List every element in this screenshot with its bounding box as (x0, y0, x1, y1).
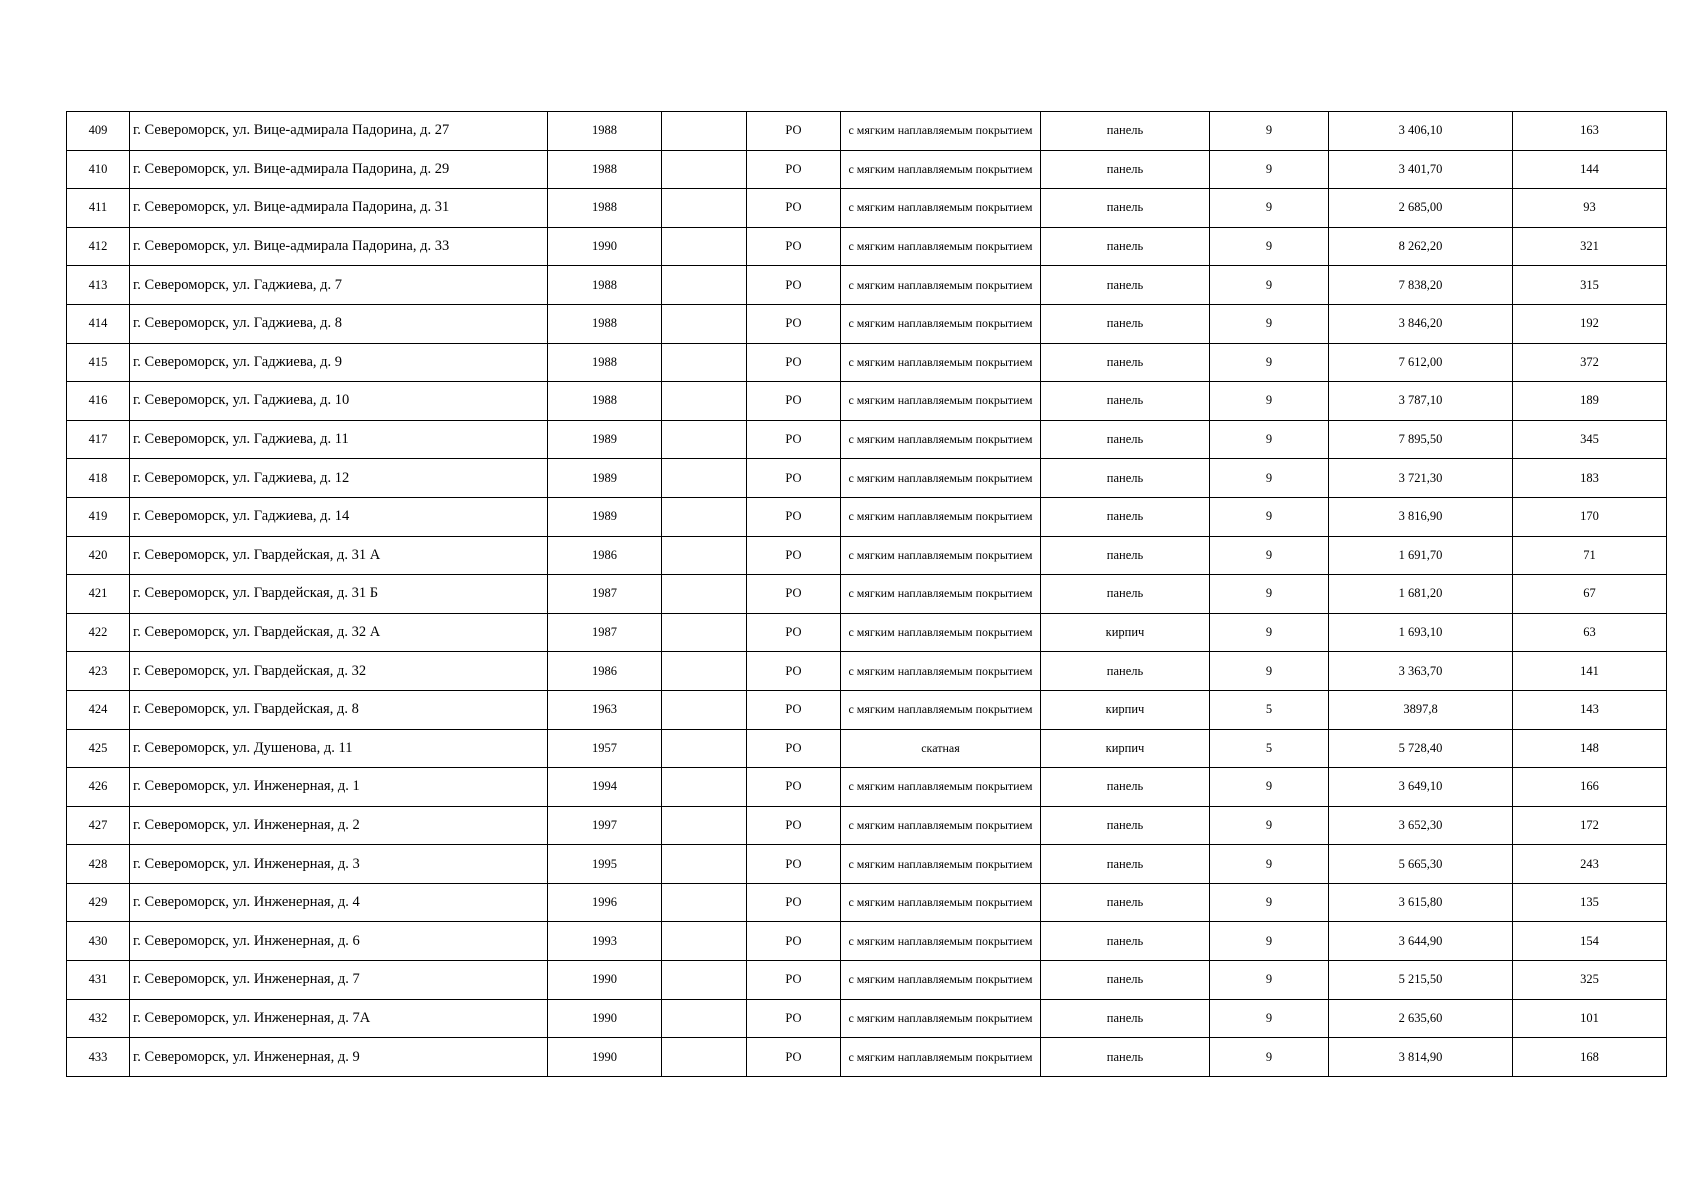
row-number-cell: 421 (67, 575, 130, 614)
residents-cell: 67 (1513, 575, 1667, 614)
year-built-cell: 1988 (548, 266, 662, 305)
address-cell: г. Североморск, ул. Инженерная, д. 3 (130, 845, 548, 884)
year-built-cell: 1988 (548, 382, 662, 421)
row-number-cell: 426 (67, 768, 130, 807)
empty-cell (662, 459, 747, 498)
residents-cell: 345 (1513, 420, 1667, 459)
floors-cell: 9 (1210, 266, 1329, 305)
residents-cell: 172 (1513, 806, 1667, 845)
residents-cell: 315 (1513, 266, 1667, 305)
address-cell: г. Североморск, ул. Гвардейская, д. 32 (130, 652, 548, 691)
roof-type-cell: с мягким наплавляемым покрытием (841, 883, 1041, 922)
floors-cell: 9 (1210, 382, 1329, 421)
row-number-cell: 433 (67, 1038, 130, 1077)
residents-cell: 321 (1513, 227, 1667, 266)
roof-type-cell: с мягким наплавляемым покрытием (841, 227, 1041, 266)
year-built-cell: 1994 (548, 768, 662, 807)
address-cell: г. Североморск, ул. Инженерная, д. 9 (130, 1038, 548, 1077)
floors-cell: 5 (1210, 690, 1329, 729)
table-row (67, 922, 1667, 961)
year-built-cell: 1986 (548, 536, 662, 575)
table-row (67, 420, 1667, 459)
table-row (67, 536, 1667, 575)
area-cell: 3 652,30 (1329, 806, 1513, 845)
table-row (67, 768, 1667, 807)
wall-material-cell: кирпич (1041, 690, 1210, 729)
address-cell: г. Североморск, ул. Гаджиева, д. 10 (130, 382, 548, 421)
empty-cell (662, 343, 747, 382)
program-cell: РО (747, 266, 841, 305)
area-cell: 3 814,90 (1329, 1038, 1513, 1077)
residents-cell: 183 (1513, 459, 1667, 498)
residents-cell: 144 (1513, 150, 1667, 189)
table-row (67, 227, 1667, 266)
program-cell: РО (747, 459, 841, 498)
program-cell: РО (747, 729, 841, 768)
floors-cell: 9 (1210, 652, 1329, 691)
floors-cell: 9 (1210, 189, 1329, 228)
area-cell: 5 728,40 (1329, 729, 1513, 768)
area-cell: 7 838,20 (1329, 266, 1513, 305)
roof-type-cell: с мягким наплавляемым покрытием (841, 999, 1041, 1038)
floors-cell: 9 (1210, 613, 1329, 652)
empty-cell (662, 150, 747, 189)
floors-cell: 9 (1210, 768, 1329, 807)
wall-material-cell: панель (1041, 150, 1210, 189)
empty-cell (662, 382, 747, 421)
area-cell: 3 816,90 (1329, 497, 1513, 536)
program-cell: РО (747, 304, 841, 343)
address-cell: г. Североморск, ул. Гаджиева, д. 8 (130, 304, 548, 343)
empty-cell (662, 1038, 747, 1077)
empty-cell (662, 575, 747, 614)
table-row (67, 382, 1667, 421)
empty-cell (662, 729, 747, 768)
year-built-cell: 1989 (548, 459, 662, 498)
row-number-cell: 424 (67, 690, 130, 729)
roof-type-cell: с мягким наплавляемым покрытием (841, 112, 1041, 151)
year-built-cell: 1988 (548, 150, 662, 189)
row-number-cell: 411 (67, 189, 130, 228)
wall-material-cell: панель (1041, 227, 1210, 266)
address-cell: г. Североморск, ул. Инженерная, д. 7А (130, 999, 548, 1038)
table-body (67, 112, 1667, 1077)
floors-cell: 9 (1210, 922, 1329, 961)
floors-cell: 9 (1210, 536, 1329, 575)
roof-type-cell: с мягким наплавляемым покрытием (841, 382, 1041, 421)
program-cell: РО (747, 536, 841, 575)
residents-cell: 372 (1513, 343, 1667, 382)
wall-material-cell: панель (1041, 497, 1210, 536)
empty-cell (662, 266, 747, 305)
residents-cell: 63 (1513, 613, 1667, 652)
table-row (67, 729, 1667, 768)
address-cell: г. Североморск, ул. Гвардейская, д. 31 Б (130, 575, 548, 614)
empty-cell (662, 536, 747, 575)
area-cell: 3 644,90 (1329, 922, 1513, 961)
program-cell: РО (747, 343, 841, 382)
area-cell: 3 721,30 (1329, 459, 1513, 498)
year-built-cell: 1987 (548, 613, 662, 652)
area-cell: 3 406,10 (1329, 112, 1513, 151)
year-built-cell: 1996 (548, 883, 662, 922)
year-built-cell: 1989 (548, 420, 662, 459)
year-built-cell: 1987 (548, 575, 662, 614)
roof-type-cell: с мягким наплавляемым покрытием (841, 922, 1041, 961)
row-number-cell: 425 (67, 729, 130, 768)
empty-cell (662, 420, 747, 459)
year-built-cell: 1990 (548, 961, 662, 1000)
program-cell: РО (747, 189, 841, 228)
residents-cell: 148 (1513, 729, 1667, 768)
roof-type-cell: с мягким наплавляемым покрытием (841, 420, 1041, 459)
table-row (67, 150, 1667, 189)
address-cell: г. Североморск, ул. Гвардейская, д. 32 А (130, 613, 548, 652)
program-cell: РО (747, 227, 841, 266)
floors-cell: 5 (1210, 729, 1329, 768)
area-cell: 3 846,20 (1329, 304, 1513, 343)
area-cell: 3 401,70 (1329, 150, 1513, 189)
row-number-cell: 418 (67, 459, 130, 498)
roof-type-cell: с мягким наплавляемым покрытием (841, 266, 1041, 305)
empty-cell (662, 845, 747, 884)
area-cell: 1 691,70 (1329, 536, 1513, 575)
address-cell: г. Североморск, ул. Вице-адмирала Падорина, д. 33 (130, 227, 548, 266)
year-built-cell: 1990 (548, 1038, 662, 1077)
residents-cell: 168 (1513, 1038, 1667, 1077)
floors-cell: 9 (1210, 497, 1329, 536)
row-number-cell: 422 (67, 613, 130, 652)
floors-cell: 9 (1210, 150, 1329, 189)
residents-cell: 325 (1513, 961, 1667, 1000)
roof-type-cell: с мягким наплавляемым покрытием (841, 806, 1041, 845)
table-row (67, 652, 1667, 691)
residents-cell: 101 (1513, 999, 1667, 1038)
year-built-cell: 1988 (548, 189, 662, 228)
table-row (67, 806, 1667, 845)
row-number-cell: 431 (67, 961, 130, 1000)
empty-cell (662, 189, 747, 228)
floors-cell: 9 (1210, 227, 1329, 266)
row-number-cell: 430 (67, 922, 130, 961)
empty-cell (662, 652, 747, 691)
year-built-cell: 1995 (548, 845, 662, 884)
roof-type-cell: с мягким наплавляемым покрытием (841, 304, 1041, 343)
area-cell: 3 649,10 (1329, 768, 1513, 807)
residents-cell: 243 (1513, 845, 1667, 884)
area-cell: 8 262,20 (1329, 227, 1513, 266)
roof-type-cell: с мягким наплавляемым покрытием (841, 459, 1041, 498)
area-cell: 3897,8 (1329, 690, 1513, 729)
empty-cell (662, 883, 747, 922)
residents-cell: 135 (1513, 883, 1667, 922)
row-number-cell: 413 (67, 266, 130, 305)
program-cell: РО (747, 961, 841, 1000)
wall-material-cell: панель (1041, 304, 1210, 343)
table-row (67, 883, 1667, 922)
year-built-cell: 1957 (548, 729, 662, 768)
floors-cell: 9 (1210, 459, 1329, 498)
roof-type-cell: с мягким наплавляемым покрытием (841, 690, 1041, 729)
empty-cell (662, 961, 747, 1000)
roof-type-cell: с мягким наплавляемым покрытием (841, 575, 1041, 614)
row-number-cell: 419 (67, 497, 130, 536)
row-number-cell: 420 (67, 536, 130, 575)
roof-type-cell: с мягким наплавляемым покрытием (841, 1038, 1041, 1077)
wall-material-cell: панель (1041, 459, 1210, 498)
program-cell: РО (747, 883, 841, 922)
residents-cell: 166 (1513, 768, 1667, 807)
wall-material-cell: панель (1041, 768, 1210, 807)
address-cell: г. Североморск, ул. Инженерная, д. 1 (130, 768, 548, 807)
area-cell: 2 635,60 (1329, 999, 1513, 1038)
floors-cell: 9 (1210, 1038, 1329, 1077)
program-cell: РО (747, 690, 841, 729)
row-number-cell: 428 (67, 845, 130, 884)
wall-material-cell: панель (1041, 845, 1210, 884)
table-row (67, 961, 1667, 1000)
table-row (67, 613, 1667, 652)
area-cell: 1 693,10 (1329, 613, 1513, 652)
program-cell: РО (747, 112, 841, 151)
address-cell: г. Североморск, ул. Гаджиева, д. 9 (130, 343, 548, 382)
area-cell: 3 363,70 (1329, 652, 1513, 691)
roof-type-cell: с мягким наплавляемым покрытием (841, 343, 1041, 382)
residents-cell: 141 (1513, 652, 1667, 691)
roof-type-cell: с мягким наплавляемым покрытием (841, 536, 1041, 575)
wall-material-cell: панель (1041, 961, 1210, 1000)
floors-cell: 9 (1210, 420, 1329, 459)
residents-cell: 93 (1513, 189, 1667, 228)
row-number-cell: 412 (67, 227, 130, 266)
empty-cell (662, 922, 747, 961)
program-cell: РО (747, 922, 841, 961)
row-number-cell: 423 (67, 652, 130, 691)
program-cell: РО (747, 613, 841, 652)
roof-type-cell: с мягким наплавляемым покрытием (841, 768, 1041, 807)
address-cell: г. Североморск, ул. Вице-адмирала Падорина, д. 31 (130, 189, 548, 228)
residents-cell: 163 (1513, 112, 1667, 151)
floors-cell: 9 (1210, 112, 1329, 151)
table-row (67, 690, 1667, 729)
wall-material-cell: панель (1041, 883, 1210, 922)
program-cell: РО (747, 150, 841, 189)
roof-type-cell: с мягким наплавляемым покрытием (841, 613, 1041, 652)
roof-type-cell: с мягким наплавляемым покрытием (841, 497, 1041, 536)
wall-material-cell: панель (1041, 420, 1210, 459)
address-cell: г. Североморск, ул. Вице-адмирала Падорина, д. 27 (130, 112, 548, 151)
roof-type-cell: с мягким наплавляемым покрытием (841, 845, 1041, 884)
area-cell: 7 895,50 (1329, 420, 1513, 459)
roof-type-cell: с мягким наплавляемым покрытием (841, 150, 1041, 189)
wall-material-cell: панель (1041, 575, 1210, 614)
wall-material-cell: панель (1041, 112, 1210, 151)
row-number-cell: 416 (67, 382, 130, 421)
year-built-cell: 1997 (548, 806, 662, 845)
floors-cell: 9 (1210, 999, 1329, 1038)
wall-material-cell: панель (1041, 343, 1210, 382)
program-cell: РО (747, 1038, 841, 1077)
wall-material-cell: кирпич (1041, 613, 1210, 652)
address-cell: г. Североморск, ул. Гвардейская, д. 31 А (130, 536, 548, 575)
table-row (67, 266, 1667, 305)
address-cell: г. Североморск, ул. Инженерная, д. 7 (130, 961, 548, 1000)
floors-cell: 9 (1210, 806, 1329, 845)
empty-cell (662, 768, 747, 807)
table-row (67, 304, 1667, 343)
wall-material-cell: панель (1041, 189, 1210, 228)
empty-cell (662, 999, 747, 1038)
program-cell: РО (747, 497, 841, 536)
year-built-cell: 1988 (548, 112, 662, 151)
wall-material-cell: панель (1041, 382, 1210, 421)
area-cell: 3 615,80 (1329, 883, 1513, 922)
row-number-cell: 417 (67, 420, 130, 459)
empty-cell (662, 112, 747, 151)
program-cell: РО (747, 575, 841, 614)
wall-material-cell: панель (1041, 652, 1210, 691)
year-built-cell: 1988 (548, 304, 662, 343)
table-row (67, 845, 1667, 884)
address-cell: г. Североморск, ул. Гвардейская, д. 8 (130, 690, 548, 729)
address-cell: г. Североморск, ул. Инженерная, д. 6 (130, 922, 548, 961)
empty-cell (662, 304, 747, 343)
wall-material-cell: панель (1041, 536, 1210, 575)
address-cell: г. Североморск, ул. Гаджиева, д. 14 (130, 497, 548, 536)
row-number-cell: 414 (67, 304, 130, 343)
year-built-cell: 1989 (548, 497, 662, 536)
roof-type-cell: скатная (841, 729, 1041, 768)
wall-material-cell: панель (1041, 922, 1210, 961)
table-row (67, 497, 1667, 536)
residents-cell: 189 (1513, 382, 1667, 421)
wall-material-cell: панель (1041, 1038, 1210, 1077)
residents-cell: 143 (1513, 690, 1667, 729)
table-row (67, 112, 1667, 151)
address-cell: г. Североморск, ул. Гаджиева, д. 7 (130, 266, 548, 305)
empty-cell (662, 613, 747, 652)
wall-material-cell: панель (1041, 806, 1210, 845)
address-cell: г. Североморск, ул. Гаджиева, д. 12 (130, 459, 548, 498)
table-row (67, 999, 1667, 1038)
program-cell: РО (747, 999, 841, 1038)
housing-registry-table (66, 111, 1667, 1077)
wall-material-cell: кирпич (1041, 729, 1210, 768)
area-cell: 5 665,30 (1329, 845, 1513, 884)
floors-cell: 9 (1210, 961, 1329, 1000)
floors-cell: 9 (1210, 845, 1329, 884)
table-row (67, 189, 1667, 228)
area-cell: 2 685,00 (1329, 189, 1513, 228)
table-row (67, 459, 1667, 498)
empty-cell (662, 497, 747, 536)
address-cell: г. Североморск, ул. Вице-адмирала Падорина, д. 29 (130, 150, 548, 189)
row-number-cell: 427 (67, 806, 130, 845)
floors-cell: 9 (1210, 575, 1329, 614)
program-cell: РО (747, 382, 841, 421)
year-built-cell: 1990 (548, 999, 662, 1038)
year-built-cell: 1963 (548, 690, 662, 729)
row-number-cell: 432 (67, 999, 130, 1038)
residents-cell: 192 (1513, 304, 1667, 343)
table-row (67, 575, 1667, 614)
year-built-cell: 1990 (548, 227, 662, 266)
program-cell: РО (747, 806, 841, 845)
empty-cell (662, 227, 747, 266)
address-cell: г. Североморск, ул. Душенова, д. 11 (130, 729, 548, 768)
row-number-cell: 415 (67, 343, 130, 382)
table-row (67, 343, 1667, 382)
year-built-cell: 1988 (548, 343, 662, 382)
address-cell: г. Североморск, ул. Инженерная, д. 2 (130, 806, 548, 845)
program-cell: РО (747, 768, 841, 807)
row-number-cell: 410 (67, 150, 130, 189)
program-cell: РО (747, 420, 841, 459)
empty-cell (662, 690, 747, 729)
roof-type-cell: с мягким наплавляемым покрытием (841, 189, 1041, 228)
area-cell: 7 612,00 (1329, 343, 1513, 382)
year-built-cell: 1986 (548, 652, 662, 691)
floors-cell: 9 (1210, 883, 1329, 922)
roof-type-cell: с мягким наплавляемым покрытием (841, 652, 1041, 691)
floors-cell: 9 (1210, 343, 1329, 382)
residents-cell: 170 (1513, 497, 1667, 536)
program-cell: РО (747, 845, 841, 884)
row-number-cell: 409 (67, 112, 130, 151)
year-built-cell: 1993 (548, 922, 662, 961)
wall-material-cell: панель (1041, 266, 1210, 305)
address-cell: г. Североморск, ул. Гаджиева, д. 11 (130, 420, 548, 459)
table-row (67, 1038, 1667, 1077)
residents-cell: 154 (1513, 922, 1667, 961)
program-cell: РО (747, 652, 841, 691)
wall-material-cell: панель (1041, 999, 1210, 1038)
area-cell: 1 681,20 (1329, 575, 1513, 614)
address-cell: г. Североморск, ул. Инженерная, д. 4 (130, 883, 548, 922)
residents-cell: 71 (1513, 536, 1667, 575)
empty-cell (662, 806, 747, 845)
area-cell: 5 215,50 (1329, 961, 1513, 1000)
floors-cell: 9 (1210, 304, 1329, 343)
roof-type-cell: с мягким наплавляемым покрытием (841, 961, 1041, 1000)
row-number-cell: 429 (67, 883, 130, 922)
area-cell: 3 787,10 (1329, 382, 1513, 421)
